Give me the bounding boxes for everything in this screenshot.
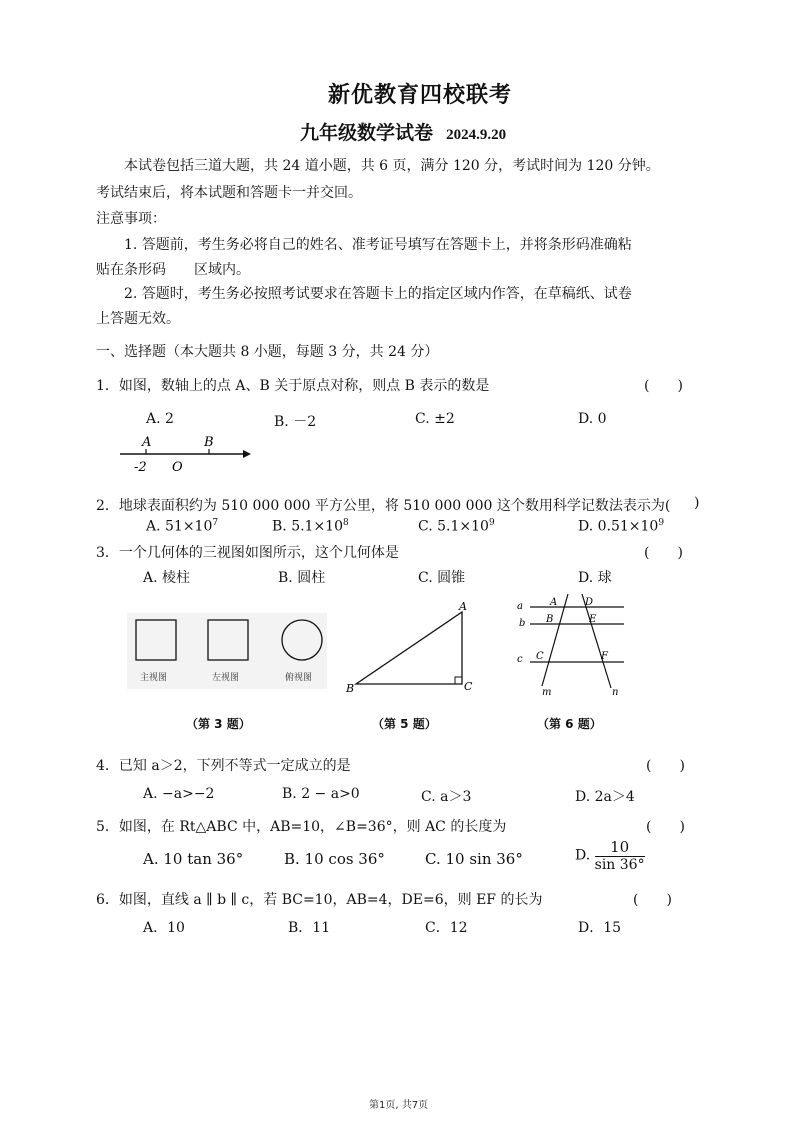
q2-option-c-base: C. 5.1×10 bbox=[418, 518, 489, 535]
point-e: E bbox=[589, 614, 597, 625]
label-a: a bbox=[517, 601, 523, 612]
q2-option-d-base: D. 0.51×10 bbox=[578, 518, 659, 535]
q4-option-d: D. 2a＞4 bbox=[575, 789, 635, 805]
line-n bbox=[582, 594, 611, 688]
exam-date: 2024.9.20 bbox=[446, 127, 507, 143]
side-view-square bbox=[208, 620, 248, 660]
q3-option-a: A. 棱柱 bbox=[143, 570, 191, 586]
q5-option-a: A. 10 tan 36° bbox=[143, 850, 244, 868]
note-1-line-a: 1. 答题前，考生务必将自己的姓名、准考证号填写在答题卡上，并将条形码准确粘 bbox=[124, 237, 632, 253]
q5-stem: 5．如图，在 Rt△ABC 中，AB=10，∠B=36°，则 AC 的长度为 bbox=[96, 819, 507, 835]
q2-option-b-base: B. 5.1×10 bbox=[272, 518, 343, 535]
point-d: D bbox=[585, 597, 594, 608]
q3-stem: 3．一个几何体的三视图如图所示，这个几何体是 bbox=[96, 545, 399, 561]
label-n: n bbox=[612, 687, 619, 698]
q4-option-a: A. −a>−2 bbox=[143, 786, 215, 802]
q5-answer-paren: ( ) bbox=[646, 819, 685, 835]
label-c: c bbox=[517, 654, 523, 665]
point-a-label: A bbox=[142, 435, 152, 450]
q5-option-d-label: D. bbox=[575, 847, 591, 864]
q1-stem: 1．如图，数轴上的点 A、B 关于原点对称，则点 B 表示的数是 bbox=[96, 378, 490, 394]
number-line-figure bbox=[115, 430, 255, 476]
q4-option-b: B. 2 − a>0 bbox=[282, 786, 360, 802]
label-minus-2: -2 bbox=[134, 460, 147, 475]
exam-subtitle: 九年级数学试卷 bbox=[300, 122, 434, 144]
q3-option-c: C. 圆锥 bbox=[418, 570, 466, 586]
point-b-label: B bbox=[204, 435, 214, 450]
q6-option-a: A．10 bbox=[143, 920, 185, 936]
triangle-abc bbox=[356, 612, 462, 684]
right-angle-mark bbox=[455, 677, 462, 684]
front-view-label: 主视图 bbox=[140, 673, 168, 683]
section-1-heading: 一、选择题（本大题共 8 小题，每题 3 分，共 24 分） bbox=[96, 344, 439, 360]
fraction-denominator: sin 36° bbox=[594, 857, 645, 873]
q2-option-c bbox=[418, 518, 495, 535]
exam-subtitle-row bbox=[300, 118, 506, 145]
label-b: b bbox=[519, 618, 526, 629]
q5-option-d-fraction bbox=[595, 838, 645, 873]
q2-answer-paren: ) bbox=[694, 495, 700, 511]
vertex-c-label: C bbox=[464, 680, 473, 693]
q6-option-b: B．11 bbox=[288, 920, 331, 936]
caption-q6: （第 6 题） bbox=[537, 717, 602, 731]
point-c: C bbox=[536, 651, 544, 662]
exam-title: 新优教育四校联考 bbox=[328, 83, 513, 108]
q2-option-a-base: A. 51×10 bbox=[146, 518, 213, 535]
q1-option-c: C. ±2 bbox=[415, 411, 455, 427]
q5-option-b: B. 10 cos 36° bbox=[284, 850, 385, 868]
q1-option-b: B. －2 bbox=[274, 414, 317, 430]
note-2-line-a: 2. 答题时，考生务必按照考试要求在答题卡上的指定区域内作答，在草稿纸、试卷 bbox=[124, 286, 632, 302]
q3-option-b: B. 圆柱 bbox=[278, 570, 326, 586]
caption-q5: （第 5 题） bbox=[372, 717, 437, 731]
caption-q3: （第 3 题） bbox=[186, 717, 251, 731]
page-footer: 第1页, 共7页 bbox=[369, 1100, 429, 1111]
q5-option-d bbox=[575, 838, 645, 873]
vertex-b-label: B bbox=[346, 682, 355, 695]
q4-answer-paren: ( ) bbox=[646, 758, 685, 774]
q5-triangle-figure bbox=[340, 598, 480, 698]
q2-option-b bbox=[272, 518, 349, 535]
intro-line-1: 本试卷包括三道大题，共 24 道小题，共 6 页，满分 120 分，考试时间为 120 分钟。 bbox=[124, 158, 660, 174]
side-view-label: 左视图 bbox=[212, 673, 240, 683]
intro-line-2: 考试结束后，将本试题和答题卡一并交回。 bbox=[96, 185, 362, 201]
note-1-line-b: 贴在条形码 区域内。 bbox=[96, 262, 250, 278]
q3-option-d: D. 球 bbox=[578, 570, 612, 586]
point-f: F bbox=[601, 651, 608, 662]
q4-stem: 4．已知 a＞2，下列不等式一定成立的是 bbox=[96, 758, 351, 774]
top-view-circle bbox=[282, 620, 322, 660]
q2-option-b-exp: 8 bbox=[343, 518, 349, 528]
label-m: m bbox=[542, 687, 552, 698]
top-view-label: 俯视图 bbox=[285, 673, 313, 683]
notice-title: 注意事项： bbox=[96, 211, 166, 227]
q2-option-d bbox=[578, 518, 664, 535]
note-2-line-b: 上答题无效。 bbox=[96, 311, 180, 327]
q6-option-d: D．15 bbox=[578, 920, 622, 936]
q6-option-c: C．12 bbox=[425, 920, 468, 936]
q1-option-d: D. 0 bbox=[578, 411, 607, 427]
fraction-numerator: 10 bbox=[595, 838, 645, 857]
front-view-square bbox=[136, 620, 176, 660]
q6-parallel-lines-figure bbox=[512, 594, 632, 698]
q2-option-a-exp: 7 bbox=[212, 518, 219, 528]
q3-answer-paren: ( ) bbox=[644, 545, 683, 561]
point-b: B bbox=[546, 614, 554, 625]
vertex-a-label: A bbox=[459, 600, 467, 613]
number-line-arrow bbox=[243, 450, 251, 458]
q5-option-c: C. 10 sin 36° bbox=[425, 850, 523, 868]
q1-option-a: A. 2 bbox=[146, 411, 174, 427]
q6-answer-paren: ( ) bbox=[633, 892, 672, 908]
q2-option-d-exp: 9 bbox=[658, 518, 665, 528]
q1-answer-paren: ( ) bbox=[644, 378, 683, 394]
q2-stem: 2．地球表面积约为 510 000 000 平方公里，将 510 000 000 这个数用科学记数法表示为( bbox=[96, 498, 671, 514]
point-a: A bbox=[550, 597, 558, 608]
q2-option-c-exp: 9 bbox=[488, 518, 495, 528]
origin-label: O bbox=[172, 460, 183, 475]
q6-stem: 6．如图，直线 a ∥ b ∥ c，若 BC=10，AB=4，DE=6，则 EF 的长为 bbox=[96, 892, 543, 908]
q4-option-c: C. a＞3 bbox=[421, 789, 472, 805]
q2-option-a bbox=[146, 518, 218, 535]
